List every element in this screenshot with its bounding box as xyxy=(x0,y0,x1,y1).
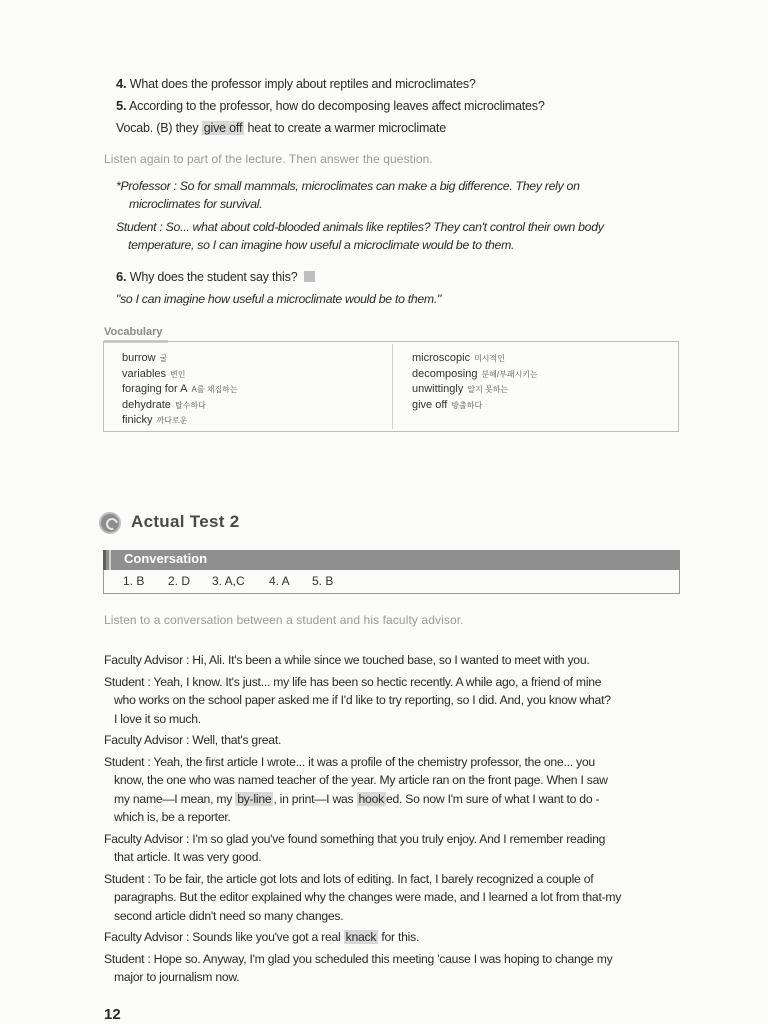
dialogue-text: : Yeah, the first article I wrote... it was a profile of the chemistry professor, the one... you xyxy=(147,754,595,769)
excerpt-professor-line2: microclimates for survival. xyxy=(129,197,263,211)
audio-replay-icon[interactable] xyxy=(304,271,315,282)
dialogue-text: which is, be a reporter. xyxy=(114,810,231,824)
dialogue-turn xyxy=(104,673,682,729)
answer-item: 3. A,C xyxy=(212,574,245,588)
dialogue-text: for this. xyxy=(381,930,420,944)
speaker-label: Student xyxy=(104,674,145,689)
dialogue-text: second article didn't need so many changes. xyxy=(114,908,344,923)
question-number: 5. xyxy=(116,98,127,113)
vocabulary-title: Vocabulary xyxy=(104,326,163,338)
page-number: 12 xyxy=(104,1006,121,1023)
answer-item: 4. A xyxy=(269,574,290,588)
highlight: hook xyxy=(358,791,384,806)
dialogue-text: : Sounds like you've got a real xyxy=(186,930,341,944)
answer-item: 1. B xyxy=(123,574,145,588)
vocabulary-divider xyxy=(392,344,393,429)
vocab-item: dehydrate 탈수하다 xyxy=(122,398,206,411)
dialogue-text: that article. It was very good. xyxy=(114,850,262,864)
dialogue-turn xyxy=(104,651,682,670)
question-number: 6. xyxy=(116,269,127,284)
question-text: According to the professor, how do decomposing leaves affect microclimates? xyxy=(129,99,545,113)
dialogue-turn xyxy=(104,830,682,867)
answer-item: 5. B xyxy=(312,574,334,588)
vocabulary-right-column xyxy=(412,351,538,413)
excerpt-student-line1 xyxy=(116,220,604,234)
vocab-item: decomposing 분해/부패시키는 xyxy=(412,367,538,380)
conversation-intro: Listen to a conversation between a student and his faculty advisor. xyxy=(104,613,464,627)
vocab-item: variables 변인 xyxy=(122,367,186,380)
speaker-label: Faculty Advisor xyxy=(104,733,183,747)
dialogue-text: who works on the school paper asked me if I'd like to try reporting, so I did. And, you know what? xyxy=(114,693,611,707)
dialogue-turn xyxy=(104,753,682,827)
vocab-answer xyxy=(116,121,446,135)
dialogue-text: : Hope so. Anyway, I'm glad you scheduled this meeting 'cause I was hoping to change my xyxy=(147,951,613,966)
excerpt-text: : So for small mammals, microclimates can make a big difference. They rely on xyxy=(173,179,580,193)
speaker-label: Student xyxy=(104,951,145,966)
speaker-label: Student xyxy=(104,754,145,769)
dialogue-text: : Well, that's great. xyxy=(186,733,282,747)
question-text: Why does the student say this? xyxy=(129,270,298,284)
dialogue-turn xyxy=(104,731,682,750)
bar-stripe xyxy=(103,550,106,570)
question-5 xyxy=(116,98,545,113)
vocab-item: foraging for A A를 채집하는 xyxy=(122,383,238,395)
dialogue-text: : To be fair, the article got lots and lots of editing. In fact, I barely recognized a couple of xyxy=(147,871,594,886)
dialogue-turn xyxy=(104,870,682,926)
dialogue-text: I love it so much. xyxy=(114,711,201,726)
vocab-highlight: give off xyxy=(203,121,243,135)
listen-again-instruction: Listen again to part of the lecture. Then answer the question. xyxy=(104,152,433,166)
dialogue-text: know, the one who was named teacher of the year. My article ran on the front page. When I saw xyxy=(114,773,608,787)
dialogue-text: my name—I mean, my by-line , in print—I was hook ed. So now I'm sure of what I want to do - xyxy=(114,791,600,806)
speaker-label: Student xyxy=(116,220,157,234)
speaker-label: Faculty Advisor xyxy=(104,831,183,846)
dialogue-text: : I'm so glad you've found something that you truly enjoy. And I remember reading xyxy=(186,831,606,846)
actual-test-icon xyxy=(99,512,121,534)
excerpt-student-line2: temperature, so I can imagine how useful a microclimate would be to them. xyxy=(128,238,515,252)
bar-stripe xyxy=(109,550,111,570)
vocab-item: burrow 굴 xyxy=(122,352,168,364)
dialogue xyxy=(104,651,682,987)
vocab-item: microscopic 미시적인 xyxy=(412,352,505,364)
vocab-suffix: heat to create a warmer microclimate xyxy=(247,121,446,135)
dialogue-text: major to journalism now. xyxy=(114,970,240,984)
dialogue-text: : Hi, Ali. It's been a while since we touched base, so I wanted to meet with you. xyxy=(186,653,590,667)
question-4 xyxy=(116,76,476,91)
excerpt-professor-line1 xyxy=(116,179,580,193)
speaker-label: *Professor xyxy=(116,179,171,193)
dialogue-text: paragraphs. But the editor explained why the changes were made, and I learned a lot from that-my xyxy=(114,890,622,904)
speaker-label: Faculty Advisor xyxy=(104,930,183,944)
speaker-label: Faculty Advisor xyxy=(104,653,183,667)
highlight: knack xyxy=(345,930,377,944)
dialogue-text: : Yeah, I know. It's just... my life has been so hectic recently. A while ago, a friend of mine xyxy=(147,674,602,689)
speaker-label: Student xyxy=(104,871,145,886)
highlight: by-line xyxy=(237,791,272,806)
vocabulary-left-column xyxy=(122,351,238,429)
question-number: 4. xyxy=(116,76,127,91)
vocab-item: finicky 까다로운 xyxy=(122,414,188,426)
actual-test-title: Actual Test 2 xyxy=(131,512,240,531)
vocab-item: give off 방출하다 xyxy=(412,398,483,411)
dialogue-turn xyxy=(104,928,682,947)
question-6 xyxy=(116,269,315,284)
vocab-prefix: Vocab. (B) they xyxy=(116,121,199,135)
conversation-label: Conversation xyxy=(124,551,208,566)
question-text: What does the professor imply about reptiles and microclimates? xyxy=(129,77,476,91)
question-6-quote: "so I can imagine how useful a microclimate would be to them." xyxy=(116,292,442,306)
answer-item: 2. D xyxy=(168,574,191,588)
dialogue-turn xyxy=(104,950,682,987)
vocab-item: unwittingly 알지 못하는 xyxy=(412,383,509,395)
excerpt-text: : So... what about cold-blooded animals like reptiles? They can't control their own body xyxy=(159,220,604,234)
